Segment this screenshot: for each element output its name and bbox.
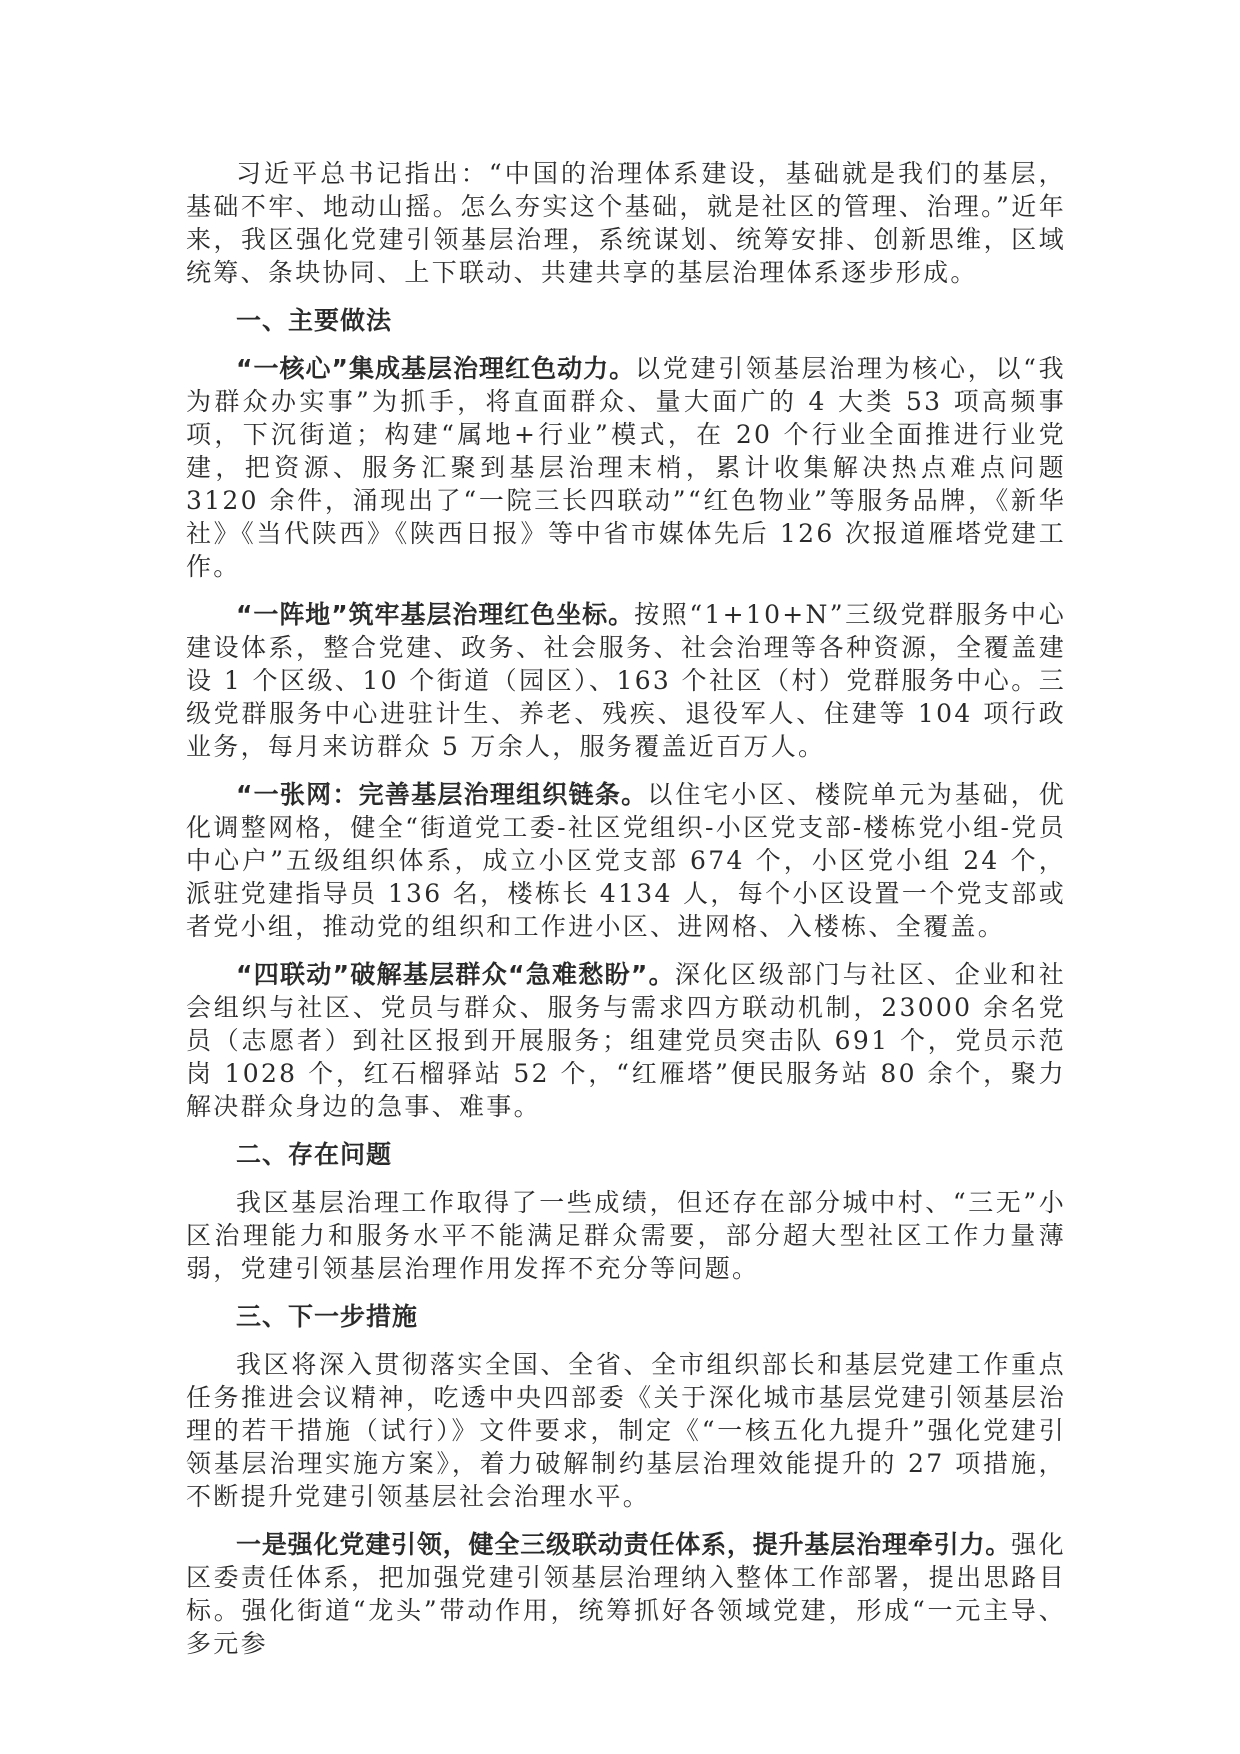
intro-paragraph: 习近平总书记指出：“中国的治理体系建设，基础就是我们的基层，基础不牢、地动山摇。怎么夯实这个基础，就是社区的管理、治理。”近年来，我区强化党建引领基层治理，系统谋划、统筹安排、创新思维，区域统筹、条块协同、上下联动、共建共享的基层治理体系逐步形成。 bbox=[186, 159, 1066, 287]
section-heading-existing-problems: 二、存在问题 bbox=[236, 1140, 393, 1169]
paragraph-body: 以住宅小区、楼院单元为基础，优化调整网格，健全“街道党工委-社区党组织-小区党支部-楼栋党小组-党员中心户”五级组织体系，成立小区党支部 674 个，小区党小组 24 个，派驻党建指导员 136 名，楼栋长 4134 人，每个小区设置一个党支部或者党小组，推动党的组织和工作进小区、进网格、入楼栋、全覆盖。 bbox=[186, 780, 1066, 941]
paragraph-body: 我区将深入贯彻落实全国、全省、全市组织部长和基层党建工作重点任务推进会议精神，吃透中央四部委《关于深化城市基层党建引领基层治理的若干措施（试行）》文件要求，制定《“一核五化九提升”强化党建引领基层治理实施方案》，着力破解制约基层治理效能提升的 27 项措施，不断提升党建引领基层社会治理水平。 bbox=[186, 1350, 1066, 1511]
paragraph-problems bbox=[186, 1186, 1066, 1285]
paragraph-lead: “一张网：完善基层治理组织链条。 bbox=[236, 780, 648, 809]
paragraph-body: 强化区委责任体系，把加强党建引领基层治理纳入整体工作部署，提出思路目标。强化街道“龙头”带动作用，统筹抓好各领域党建，形成“一元主导、多元参 bbox=[186, 1530, 1066, 1658]
paragraph-next-steps-intro bbox=[186, 1348, 1066, 1513]
paragraph-body: 按照“1+10+N”三级党群服务中心建设体系，整合党建、政务、社会服务、社会治理等各种资源，全覆盖建设 1 个区级、10 个街道（园区）、163 个社区（村）党群服务中心。三级党群服务中心进驻计生、养老、残疾、退役军人、住建等 104 项行政业务，每月来访群众 5 万余人，服务覆盖近百万人。 bbox=[186, 600, 1067, 761]
paragraph-lead: “一阵地”筑牢基层治理红色坐标。 bbox=[236, 600, 635, 629]
section-heading-main-practices: 一、主要做法 bbox=[236, 306, 393, 335]
paragraph-lead: “四联动”破解基层群众“急难愁盼”。 bbox=[236, 960, 675, 989]
paragraph-body: 以党建引领基层治理为核心，以“我为群众办实事”为抓手，将直面群众、量大面广的 4 大类 53 项高频事项，下沉街道；构建“属地+行业”模式，在 20 个行业全面推进行业党建，把资源、服务汇聚到基层治理末梢，累计收集解决热点难点问题 3120 余件，涌现出了“一院三长四联动”“红色物业”等服务品牌，《新华社》《当代陕西》《陕西日报》等中省市媒体先后 126 次报道雁塔党建工作。 bbox=[186, 354, 1066, 581]
document-page bbox=[186, 157, 1066, 1675]
paragraph-lead: “一核心”集成基层治理红色动力。 bbox=[236, 354, 636, 383]
paragraph-four-linkage bbox=[186, 958, 1066, 1123]
paragraph-lead: 一是强化党建引领，健全三级联动责任体系，提升基层治理牵引力。 bbox=[236, 1530, 1012, 1559]
paragraph-body: 我区基层治理工作取得了一些成绩，但还存在部分城中村、“三无”小区治理能力和服务水平不能满足群众需要，部分超大型社区工作力量薄弱，党建引领基层治理作用发挥不充分等问题。 bbox=[186, 1188, 1066, 1283]
paragraph-one-position bbox=[186, 598, 1066, 763]
section-heading-next-steps: 三、下一步措施 bbox=[236, 1302, 419, 1331]
paragraph-one-network bbox=[186, 778, 1066, 943]
paragraph-body: 深化区级部门与社区、企业和社会组织与社区、党员与群众、服务与需求四方联动机制，23000 余名党员（志愿者）到社区报到开展服务；组建党员突击队 691 个，党员示范岗 1028 个，红石榴驿站 52 个，“红雁塔”便民服务站 80 余个，聚力解决群众身边的急事、难事。 bbox=[186, 960, 1066, 1121]
paragraph-measure-one bbox=[186, 1528, 1066, 1660]
paragraph-one-core bbox=[186, 352, 1066, 583]
